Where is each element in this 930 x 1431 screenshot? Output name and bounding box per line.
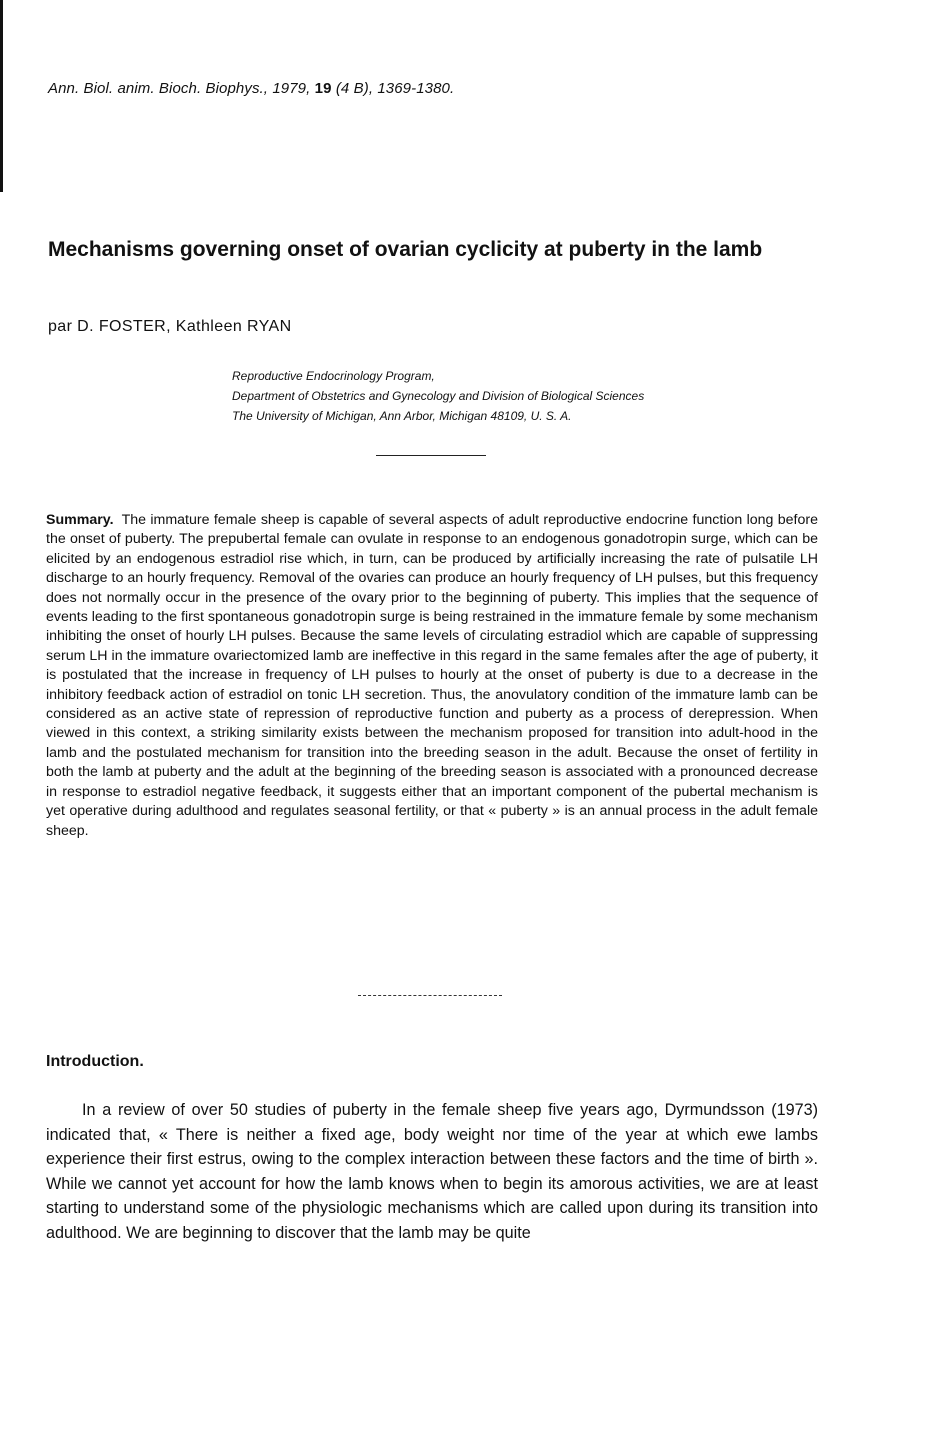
introduction-heading: Introduction. <box>46 1053 144 1070</box>
left-margin-rule <box>0 0 3 192</box>
journal-ref-prefix: Ann. Biol. anim. Bioch. Biophys., 1979, <box>48 80 315 97</box>
introduction-paragraph: In a review of over 50 studies of puberty in the female sheep five years ago, Dyrmundsson (1973) indicated that, « There is neither a fixed age, body weight nor time of the year at which ewe lambs experience their first estrus, owing to the complex interaction between these factors and the time of birth ». While we cannot yet account for how the lamb knows when to begin its amorous activities, we are at least starting to understand some of the physiologic mechanisms which are called upon during its transition into adulthood. We are beginning to discover that the lamb may be quite <box>46 1101 818 1242</box>
summary-label: Summary. <box>46 512 114 528</box>
affiliation-block <box>232 366 644 426</box>
summary-paragraph <box>46 511 818 841</box>
section-divider <box>376 455 486 456</box>
journal-reference <box>48 80 454 97</box>
article-title: Mechanisms governing onset of ovarian cyclicity at puberty in the lamb <box>48 238 763 261</box>
affiliation-line: Department of Obstetrics and Gynecology and Division of Biological Sciences <box>232 389 645 403</box>
journal-ref-suffix: (4 B), 1369-1380. <box>331 80 455 97</box>
affiliation-line: Reproductive Endocrinology Program, <box>232 369 435 383</box>
summary-end-divider <box>358 995 502 996</box>
authors-line: par D. FOSTER, Kathleen RYAN <box>48 318 292 335</box>
affiliation-line: The University of Michigan, Ann Arbor, Michigan 48109, U. S. A. <box>232 409 572 423</box>
summary-text: The immature female sheep is capable of several aspects of adult reproductive endocrine function long before the onset of puberty. The prepubertal female can ovulate in response to an endogenous gonadotropin surge, which can be elicited by an endogenous estradiol rise which, in turn, can be produced by artificially increasing the rate of pulsatile LH discharge to an hourly frequency. Removal of the ovaries can produce an hourly frequency of LH pulses, but this frequency does not normally occur in the presence of the ovary prior to the beginning of puberty. This implies that the sequence of events leading to the first spontaneous gonadotropin surge is being restrained in the immature female by some mechanism inhibiting the onset of hourly LH pulses. Because the same levels of circulating estradiol which are capable of suppressing serum LH in the immature ovariectomized lamb are ineffective in this regard in the same females after the age of puberty, it is postulated that the increase in frequency of LH pulses to hourly at the onset of puberty is due to a decrease in the inhibitory feedback action of estradiol on tonic LH secretion. Thus, the anovulatory condition of the immature lamb can be considered as an active state of repression of reproductive function and puberty as a process of derepression. When viewed in this context, a striking similarity exists between the mechanism proposed for transition into adult-hood in the lamb and the postulated mechanism for transition into the breeding season in the adult. Because the onset of fertility in both the lamb at puberty and the adult at the beginning of the breeding season is associated with a pronounced decrease in response to estradiol negative feedback, it suggests either that an important component of the pubertal mechanism is yet operative during adulthood and regulates seasonal fertility, or that « puberty » is an annual process in the adult female sheep. <box>46 512 818 839</box>
journal-ref-volume: 19 <box>314 80 332 97</box>
